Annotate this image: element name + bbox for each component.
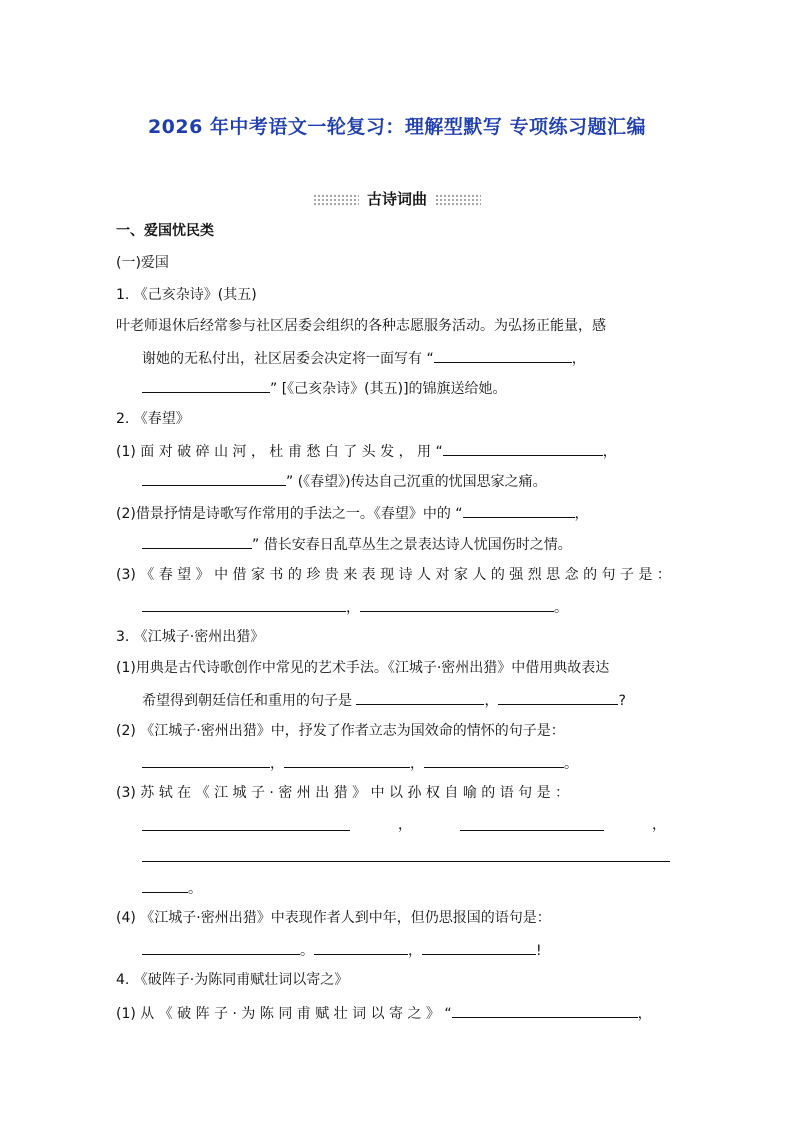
question-3-sub1-line1: (1)用典是古代诗歌创作中常见的艺术手法。《江城子·密州出猎》中借用典故表达 (116, 660, 610, 676)
answer-blank[interactable] (142, 596, 346, 612)
question-1-text-line2 (142, 347, 586, 369)
answer-blank[interactable] (142, 470, 286, 486)
question-3-sub2-line1: (2) 《江城子·密州出猎》中，抒发了作者立志为国效命的情怀的句子是： (116, 723, 565, 739)
decorative-dots-right (435, 194, 481, 206)
punctuation: 。 (554, 600, 568, 616)
question-3-title: 3. 《江城子·密州出猎》 (116, 629, 265, 645)
question-2-sub1-text: (1) 面 对 破 碎 山 河 ， 杜 甫 愁 白 了 头 发 ， 用 “ (116, 444, 443, 460)
question-2-sub3-line1: (3) 《 春 望 》 中 借 家 书 的 珍 贵 来 表 现 诗 人 对 家 人 的 强 烈 思 念 的 句 子 是 ： (116, 567, 671, 583)
document-title: 2026 年中考语文一轮复习：理解型默写 专项练习题汇编 (147, 116, 647, 138)
answer-blank[interactable] (422, 939, 536, 955)
question-2-sub1-line2-text: ” (《春望》)传达自己沉重的忧国思家之痛。 (286, 474, 547, 490)
subcategory-heading: (一)爱国 (116, 255, 169, 271)
answer-blank[interactable] (452, 1002, 638, 1018)
punctuation: ， (652, 817, 666, 833)
punctuation: ， (346, 600, 360, 616)
question-2-sub3-line2 (142, 596, 568, 618)
punctuation: ， (571, 351, 586, 367)
punctuation: 。 (188, 881, 202, 897)
question-3-sub2-line2 (142, 752, 578, 774)
answer-blank[interactable] (142, 815, 350, 831)
punctuation: ， (270, 756, 284, 772)
question-2-sub1-line2 (142, 470, 547, 492)
question-1-title: 1. 《己亥杂诗》(其五) (116, 287, 257, 303)
answer-blank[interactable] (142, 846, 670, 862)
question-3-sub1-line2 (142, 689, 626, 711)
punctuation: ， (408, 943, 422, 959)
punctuation: 。 (564, 756, 578, 772)
punctuation: 。 (300, 943, 314, 959)
category-heading: 一、爱国忧民类 (116, 223, 214, 239)
answer-blank[interactable] (443, 440, 603, 456)
punctuation: ， (410, 756, 424, 772)
answer-blank[interactable] (142, 939, 300, 955)
question-2-sub2-text: (2)借景抒情是诗歌写作常用的手法之一。《春望》中的 “ (116, 506, 463, 522)
answer-blank[interactable] (142, 877, 188, 893)
question-2-sub2-line2 (142, 533, 572, 555)
decorative-dots-left (313, 194, 359, 206)
answer-blank[interactable] (142, 533, 252, 549)
punctuation: ? (618, 693, 626, 709)
question-4-title: 4. 《破阵子·为陈同甫赋壮词以寄之》 (116, 972, 349, 988)
question-3-sub4-line2 (142, 939, 542, 961)
punctuation: ! (536, 943, 542, 959)
question-3-sub1-line2-text: 希望得到朝廷信任和重用的句子是 (142, 693, 357, 709)
question-4-sub1-text: (1) 从 《 破 阵 子 · 为 陈 同 甫 赋 壮 词 以 寄 之 》 “ (116, 1006, 452, 1022)
punctuation: ， (398, 817, 412, 833)
answer-blank[interactable] (314, 939, 408, 955)
question-3-sub3-line4 (142, 877, 202, 899)
punctuation: ， (484, 693, 499, 709)
section-heading-text: 古诗词曲 (366, 190, 427, 208)
question-2-title: 2. 《春望》 (116, 411, 190, 427)
question-3-sub3-line3 (142, 846, 670, 868)
answer-blank[interactable] (498, 689, 618, 705)
punctuation: ， (602, 444, 617, 460)
question-1-line2-text: 谢她的无私付出，社区居委会决定将一面写有 “ (142, 351, 434, 367)
answer-blank[interactable] (360, 596, 554, 612)
question-3-sub3-line1: (3) 苏 轼 在 《 江 城 子 · 密 州 出 猎 》 中 以 孙 权 自 喻 的 语 句 是 ： (116, 785, 570, 801)
answer-blank[interactable] (356, 689, 484, 705)
question-1-text-line3 (142, 377, 507, 399)
answer-blank[interactable] (284, 752, 410, 768)
answer-blank[interactable] (424, 752, 564, 768)
question-2-sub2-line1 (116, 502, 589, 524)
question-3-sub4-line1: (4) 《江城子·密州出猎》中表现作者人到中年，但仍思报国的语句是： (116, 910, 551, 926)
answer-blank[interactable] (142, 377, 270, 393)
answer-blank[interactable] (434, 347, 572, 363)
answer-blank[interactable] (460, 815, 604, 831)
punctuation: ， (574, 506, 589, 522)
answer-blank[interactable] (463, 502, 575, 518)
question-2-sub2-line2-text: ” 借长安春日乱草丛生之景表达诗人忧国伤时之情。 (252, 537, 572, 553)
punctuation: ， (637, 1006, 652, 1022)
question-2-sub1-line1 (116, 440, 617, 462)
question-4-sub1-line1 (116, 1002, 652, 1024)
question-1-text-line1: 叶老师退休后经常参与社区居委会组织的各种志愿服务活动。为弘扬正能量，感 (116, 318, 606, 334)
question-3-sub3-line2 (142, 815, 666, 835)
question-1-line3-text: ” [《己亥杂诗》(其五)]的锦旗送给她。 (270, 381, 507, 397)
section-heading (0, 188, 794, 209)
answer-blank[interactable] (142, 752, 270, 768)
